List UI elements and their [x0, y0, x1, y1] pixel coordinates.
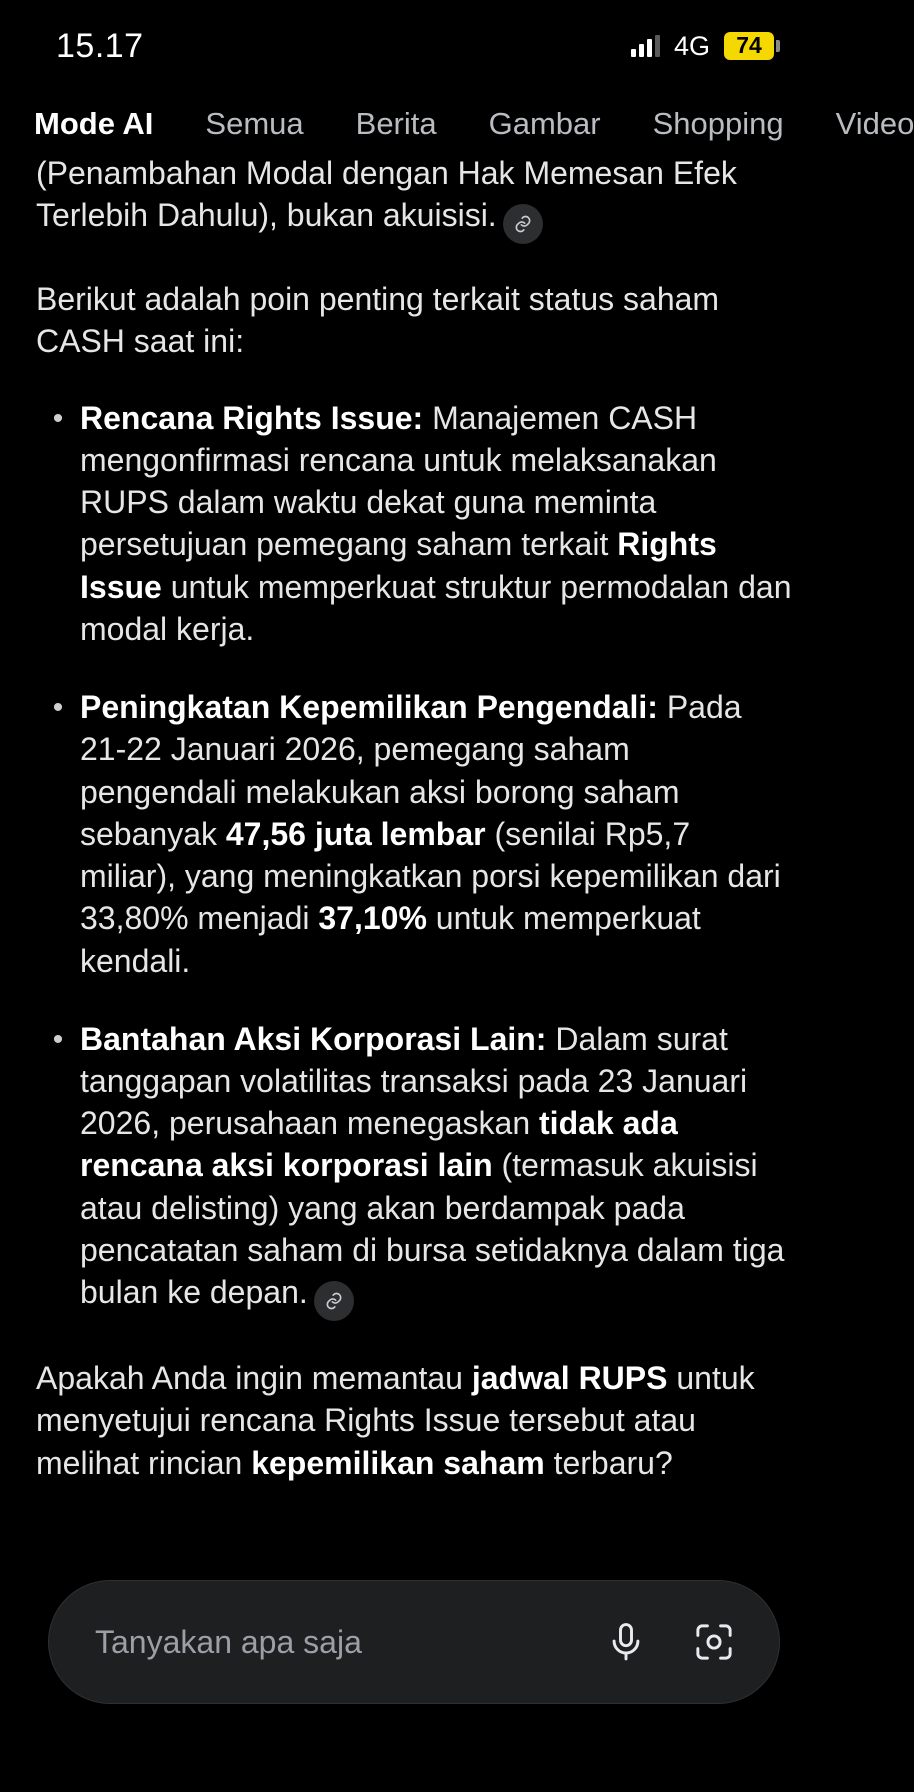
search-input[interactable]	[48, 1580, 780, 1704]
closing-question	[36, 1357, 792, 1484]
list-item	[36, 686, 792, 982]
clipped-text-line: (Penambahan Modal dengan Hak Memesan Efek	[36, 155, 737, 191]
status-time: 15.17	[56, 26, 144, 65]
paragraph-2: Berikut adalah poin penting terkait status saham CASH saat ini:	[36, 281, 720, 360]
tab-shopping[interactable]: Shopping	[652, 106, 784, 141]
list-item	[36, 397, 792, 650]
list-item-body-e: untuk memperkuat kendali.	[80, 900, 701, 979]
list-item-body-a: Pada 21-22 Januari 2026, pemegang saham pengendali melakukan aksi borong saham sebanyak	[80, 689, 742, 852]
paragraph-1-text: Terlebih Dahulu), bukan akuisisi.	[36, 197, 497, 234]
search-actions	[601, 1617, 739, 1667]
signal-bars-icon	[631, 35, 660, 57]
bullet-dot: •	[52, 401, 64, 435]
list-item-body-c: (senilai Rp5,7 miliar), yang meningkatkan porsi kepemilikan dari 33,80% menjadi	[80, 815, 781, 937]
battery-level-label: 74	[724, 32, 774, 60]
link-chip-icon[interactable]	[503, 204, 543, 244]
bullet-dot: •	[52, 691, 64, 725]
ai-answer-content	[0, 152, 828, 1592]
search-placeholder-label: Tanyakan apa saja	[95, 1623, 362, 1660]
tab-berita[interactable]: Berita	[355, 106, 437, 141]
closing-text-c: untuk menyetujui rencana Rights Issue tersebut atau melihat rincian	[36, 1360, 755, 1481]
closing-bold-b: jadwal RUPS	[471, 1360, 668, 1397]
battery-cap	[776, 40, 780, 52]
google-lens-icon[interactable]	[689, 1617, 739, 1667]
microphone-icon[interactable]	[601, 1617, 651, 1667]
list-item-bold-b: tidak ada rencana aksi korporasi lain	[80, 1105, 678, 1184]
closing-text-e: terbaru?	[544, 1444, 673, 1481]
tab-video[interactable]: Video	[835, 106, 914, 141]
closing-text-a: Apakah Anda ingin memantau	[36, 1360, 472, 1397]
list-item-bold-b: 47,56 juta lembar	[225, 815, 486, 852]
closing-bold-d: kepemilikan saham	[251, 1444, 545, 1481]
list-item-lead: Bantahan Aksi Korporasi Lain:	[80, 1020, 547, 1057]
list-item-bold-b: Rights Issue	[80, 526, 717, 605]
bullet-dot: •	[52, 1022, 64, 1056]
network-type-label: 4G	[673, 30, 710, 61]
tab-gambar[interactable]: Gambar	[488, 106, 601, 141]
list-item-lead: Rencana Rights Issue:	[80, 399, 424, 436]
list-item-body-a: Dalam surat tanggapan volatilitas transaksi pada 23 Januari 2026, perusahaan menegaskan	[80, 1020, 748, 1142]
tab-semua[interactable]: Semua	[205, 106, 304, 141]
clipped-paragraph	[36, 152, 792, 244]
key-points-list	[36, 397, 792, 1321]
battery-icon	[724, 32, 780, 60]
bottom-search-area	[0, 1562, 828, 1792]
list-item-bold-d: 37,10%	[318, 900, 427, 937]
list-item-text	[80, 686, 792, 982]
list-item-body-a: Manajemen CASH mengonfirmasi rencana untuk melaksanakan RUPS dalam waktu dekat guna meminta persetujuan pemegang saham terkait	[80, 399, 717, 563]
link-chip-icon[interactable]	[314, 1281, 354, 1321]
tab-mode-ai[interactable]: Mode AI	[34, 106, 154, 141]
status-indicators	[631, 31, 780, 62]
list-item-text	[80, 1018, 792, 1321]
list-item-body-c: (termasuk akuisisi atau delisting) yang akan berdampak pada pencatatan saham di bursa setidaknya dalam tiga bulan ke depan.	[80, 1147, 785, 1311]
list-item-text	[80, 397, 792, 650]
list-item-lead: Peningkatan Kepemilikan Pengendali:	[80, 689, 658, 726]
list-item-body-c: untuk memperkuat struktur permodalan dan modal kerja.	[80, 568, 792, 647]
list-item	[36, 1018, 792, 1321]
status-bar	[0, 0, 828, 92]
